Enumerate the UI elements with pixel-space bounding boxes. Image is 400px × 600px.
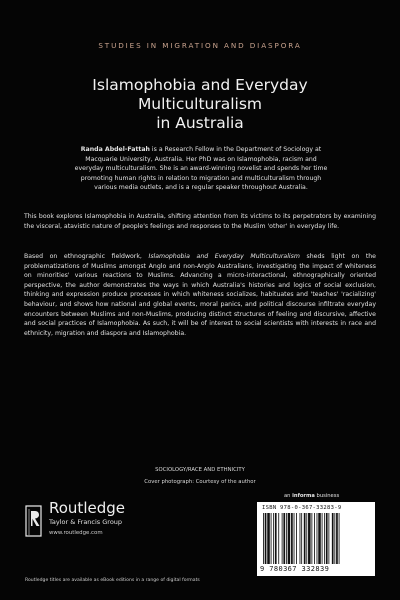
blurb-paragraph-1: This book explores Islamophobia in Australia, shifting attention from its victims to its perpetrators by examining the visceral, atavistic nature of people's feelings and responses to the Muslim 'other' in everyday life. [24, 213, 376, 230]
title-line: Islamophobia and Everyday [92, 76, 308, 94]
title-line: in Australia [156, 114, 244, 132]
series-title: STUDIES IN MIGRATION AND DIASPORA [98, 41, 302, 50]
footer-note: Routledge titles are available as eBook editions in a range of digital formats [25, 578, 200, 583]
informa-label [284, 493, 339, 499]
blurb-text: sheds light on the problematizations of Muslims amongst Anglo and non-Anglo Australians, investigating the impact of whiteness on minorities' various reactions to Muslims. Advancing a micro-interactional, ethnographically oriented perspective, the author demonstrates the ways in which Australia's histories and logics of social exclusion, thinking and expression produce processes in which whiteness socializes, habituates and 'teaches' 'racializing' behaviour, and shows how national and global events, moral panics, and political discourse infiltrate everyday encounters between Muslims and non-Muslims, producing distinct structures of feeling and discursive, affective and social practices of Islamophobia. As such, it will be of interest to social scientists with interests in race and ethnicity, migration and diaspora and Islamophobia. [24, 253, 376, 337]
blurb-lead: Based on ethnographic fieldwork, [24, 253, 149, 260]
informa-brand: informa [292, 493, 315, 499]
cover-credit: Cover photograph: Courtesy of the author [144, 479, 256, 485]
book-title [0, 76, 400, 133]
publisher-group: Taylor & Francis Group [49, 518, 123, 526]
isbn-text: ISBN 978-0-367-33283-9 [262, 505, 342, 511]
barcode-box [257, 502, 375, 576]
informa-prefix: an [284, 493, 293, 499]
informa-suffix: business [314, 493, 340, 499]
author-bio [70, 145, 332, 193]
title-line: Multiculturalism [137, 95, 263, 113]
barcode-number: 9 780367 332839 [260, 565, 330, 573]
publisher-name: Routledge [49, 499, 125, 517]
author-name: Randa Abdel-Fattah [80, 146, 150, 153]
barcode-icon [262, 513, 370, 564]
blurb-book-title: Islamophobia and Everyday Multiculturalism [148, 253, 300, 260]
subject-category: SOCIOLOGY/RACE AND ETHNICITY [155, 467, 245, 473]
bio-text: is a Research Fellow in the Department of Sociology at Macquarie University, Australia. Her PhD was on Islamophobia, racism and everyday multiculturalism. She is an award-winning novelist and spends her time promoting human rights in relation to migration and multiculturalism through various media outlets, and is a regular speaker throughout Australia. [74, 146, 328, 192]
publisher-url[interactable]: www.routledge.com [49, 530, 103, 536]
routledge-logo-icon [25, 505, 42, 537]
blurb-paragraph-2 [24, 252, 376, 338]
